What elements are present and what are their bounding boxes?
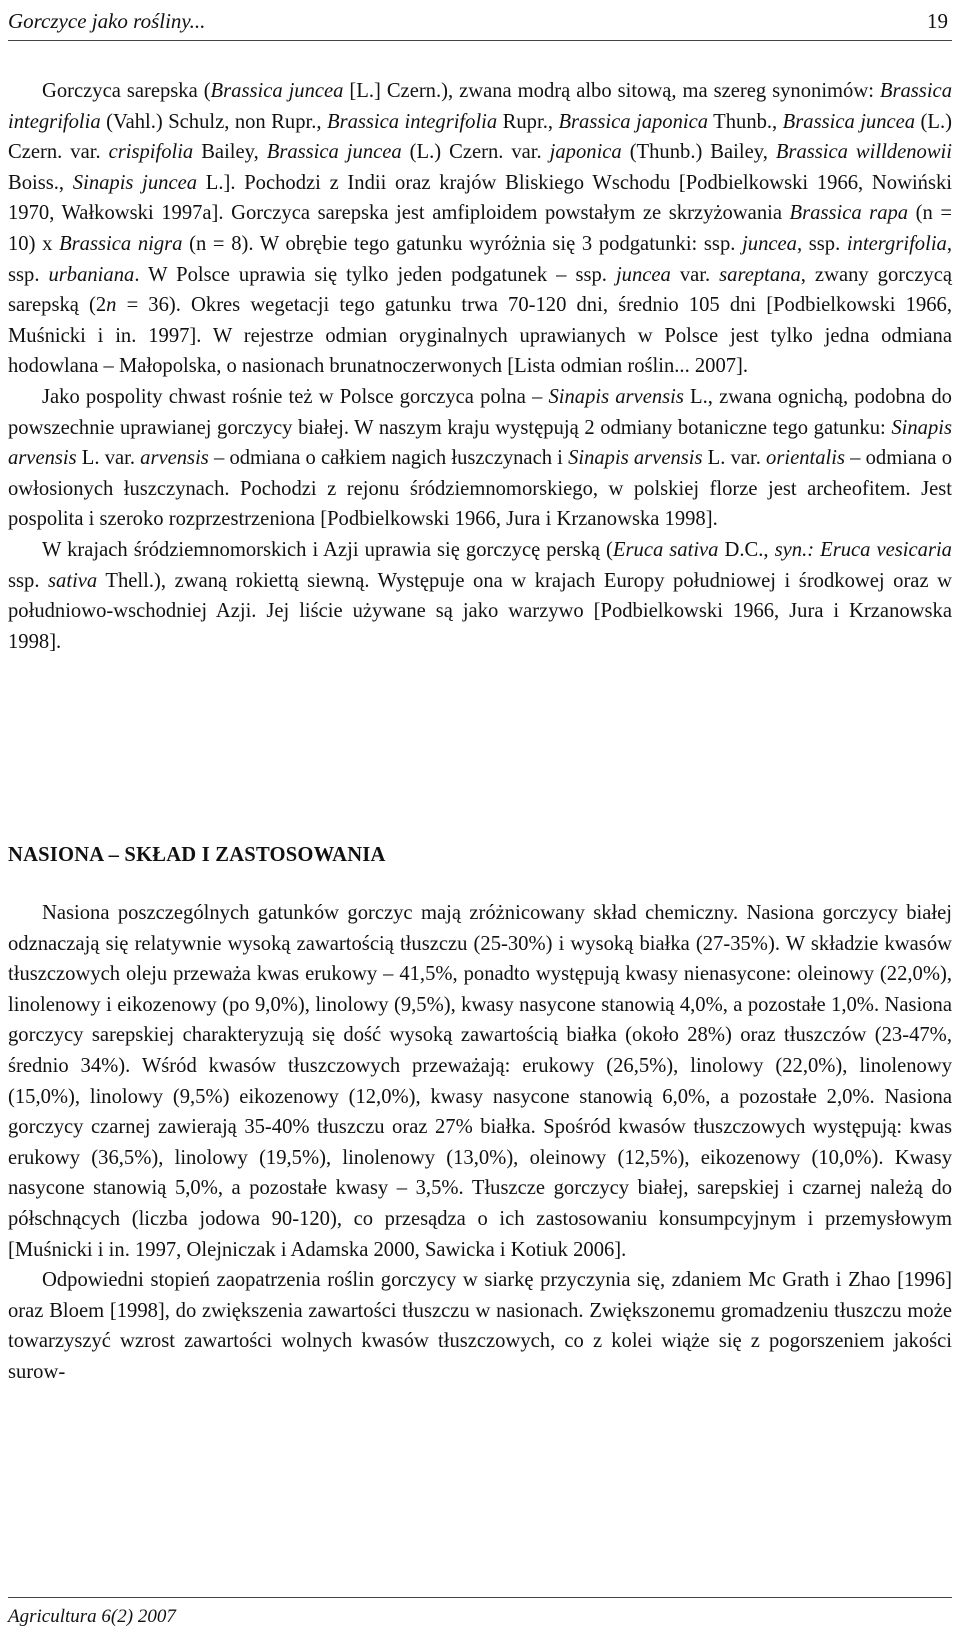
italic-term: sareptana: [719, 263, 801, 286]
text-run: [L.] Czern.), zwana modrą albo sitową, ma szereg synonimów:: [343, 80, 880, 102]
text-run: – odmiana o owłosionych łuszczynach. Pochodzi z rejonu śródziemnomorskiego, w polskiej florze jest archeofitem. Jest pospolita i szeroko rozprzestrzeniona [Podbielkowski 1966, Jura i Krzanowska 1998].: [8, 447, 952, 531]
text-run: , zwany gorczycą sarepską (2: [8, 263, 952, 317]
section-heading: NASIONA – SKŁAD I ZASTOSOWANIA: [8, 844, 386, 866]
text-run: , ssp.: [8, 232, 952, 286]
text-run: Gorczyca sarepska (: [42, 80, 211, 102]
text-run: (n = 8). W obrębie tego gatunku wyróżnia się 3 podgatunki: ssp.: [182, 232, 743, 255]
italic-term: Eruca sativa: [612, 538, 719, 561]
text-run: L., zwana ognichą, podobna do powszechnie uprawianej gorczycy białej. W naszym kraju występują 2 odmiany botaniczne tego gatunku:: [8, 385, 952, 439]
body-text-part-1: [8, 76, 952, 657]
text-run: (n = 10) x: [8, 202, 952, 255]
italic-term: Sinapis juncea: [72, 171, 198, 194]
italic-term: Brassica juncea: [210, 80, 344, 102]
italic-term: Sinapis arvensis: [568, 447, 703, 470]
text-run: Thell.), zwaną rokiettą siewną. Występuje ona w krajach Europy południowej i środkowej oraz w południowo-wschodniej Azji. Jej liście używane są jako warzywo [Podbielkowski 1966, Jura i Krzanowska 1998].: [8, 569, 952, 653]
italic-term: urbaniana: [48, 263, 135, 286]
italic-term: Brassica nigra: [59, 232, 183, 255]
text-run: W krajach śródziemnomorskich i Azji uprawia się gorczycę perską (: [42, 538, 613, 561]
italic-term: japonica: [549, 141, 622, 164]
text-run: (Thunb.) Bailey,: [621, 141, 776, 164]
running-header: [8, 4, 952, 41]
italic-term: juncea: [742, 232, 797, 255]
paragraph: [8, 1265, 952, 1387]
text-run: (Vahl.) Schulz, non Rupr.,: [100, 110, 327, 133]
text-run: = 36). Okres wegetacji tego gatunku trwa 70-120 dni, średnio 105 dni [Podbielkowski 1966, Muśnicki i in. 1997]. W rejestrze odmian oryginalnych uprawianych w Polsce jest tylko jedna odmiana hodowlana – Małopolska, o nasionach brunatnoczerwonych [Lista odmian roślin... 2007].: [8, 294, 952, 378]
italic-term: Brassica integrifolia: [8, 80, 952, 133]
text-run: Rupr.,: [497, 110, 559, 133]
italic-term: syn.: Eruca vesicaria: [774, 538, 952, 561]
italic-term: arvensis: [140, 447, 209, 470]
text-run: ssp.: [8, 569, 49, 592]
footer-journal: Agricultura 6(2) 2007: [8, 1597, 952, 1628]
italic-term: orientalis: [766, 447, 845, 470]
italic-term: Brassica rapa: [789, 202, 909, 225]
italic-term: Brassica integrifolia: [326, 110, 498, 133]
paragraph: [8, 76, 952, 382]
text-run: Boiss.,: [8, 171, 73, 194]
text-run: (L.) Czern. var.: [8, 110, 953, 164]
text-run: D.C.,: [718, 538, 775, 561]
text-run: Thunb.,: [708, 110, 783, 133]
italic-term: Brassica juncea: [782, 110, 916, 133]
text-run: Jako pospolity chwast rośnie też w Polsce gorczyca polna –: [42, 385, 549, 408]
body-text-part-2: [8, 898, 952, 1388]
paragraph: [8, 382, 952, 535]
text-run: , ssp.: [796, 232, 847, 255]
italic-term: Brassica willdenowii: [775, 141, 952, 164]
italic-term: crispifolia: [108, 141, 194, 164]
page-number: 19: [927, 9, 948, 33]
italic-term: Brassica japonica: [558, 110, 709, 133]
paragraph: [8, 898, 952, 1265]
italic-term: juncea: [615, 263, 671, 286]
text-run: var.: [670, 263, 720, 286]
italic-term: Sinapis arvensis: [548, 385, 684, 408]
italic-term: intergrifolia: [846, 232, 947, 255]
text-run: L.]. Pochodzi z Indii oraz krajów Bliskiego Wschodu [Podbielkowski 1966, Nowiński 1970, Wałkowski 1997a]. Gorczyca sarepska jest amfiploidem powstałym ze skrzyżowania: [8, 171, 953, 225]
text-run: . W Polsce uprawia się tylko jeden podgatunek – ssp.: [134, 263, 616, 286]
text-run: L. var.: [76, 447, 141, 470]
running-title: Gorczyce jako rośliny...: [8, 9, 206, 33]
text-run: – odmiana o całkiem nagich łuszczynach i: [208, 447, 569, 470]
italic-term: sativa: [48, 569, 98, 592]
italic-term: n: [106, 294, 117, 317]
text-run: (L.) Czern. var.: [401, 141, 550, 164]
text-run: L. var.: [702, 447, 767, 470]
paragraph: [8, 535, 952, 657]
text-run: Bailey,: [193, 141, 267, 164]
italic-term: Sinapis arvensis: [8, 416, 952, 470]
text-run: Nasiona poszczególnych gatunków gorczyc mają zróżnicowany skład chemiczny. Nasiona gorczycy białej odznaczają się relatywnie wysoką zawartością tłuszczu (25-30%) i wysoką białka (27-35%). W składzie kwasów tłuszczowych oleju przeważa kwas erukowy – 41,5%, ponadto występują kwasy nienasycone: oleinowy (22,0%), linolenowy i eikozenowy (po 9,0%), linolowy (9,5%), kwasy nasycone stanowią 4,0%, a pozostałe 1,0%. Nasiona gorczycy sarepskiej charakteryzują się dość wysoką zawartością białka (około 28%) oraz tłuszczów (23-47%, średnio 34%). Wśród kwasów tłuszczowych przeważają: erukowy (26,5%), linolowy (22,0%), linolenowy (15,0%), linolowy (9,5%) eikozenowy (12,0%), kwasy nasycone stanowią 6,0%, a pozostałe 2,0%. Nasiona gorczycy czarnej zawierają 35-40% tłuszczu oraz 27% białka. Spośród kwasów tłuszczowych występują: kwas erukowy (36,5%), linolowy (19,5%), linolenowy (13,0%), oleinowy (12,5%), eikozenowy (10,0%). Kwasy nasycone stanowią 5,0%, a pozostałe kwasy – 3,5%. Tłuszcze gorczycy białej, sarepskiej i czarnej należą do półschnących (liczba jodowa 90-120), co przesądza o ich zastosowaniu konsumpcyjnym i przemysłowym [Muśnicki i in. 1997, Olejniczak i Adamska 2000, Sawicka i Kotiuk 2006].: [8, 902, 952, 1261]
italic-term: Brassica juncea: [266, 141, 402, 164]
text-run: Odpowiedni stopień zaopatrzenia roślin gorczycy w siarkę przyczynia się, zdaniem Mc Grath i Zhao [1996] oraz Bloem [1998], do zwiększenia zawartości tłuszczu w nasionach. Zwiększonemu gromadzeniu tłuszczu może towarzyszyć wzrost zawartości wolnych kwasów tłuszczowych, co z kolei wiąże się z pogorszeniem jakości surow-: [8, 1269, 952, 1383]
